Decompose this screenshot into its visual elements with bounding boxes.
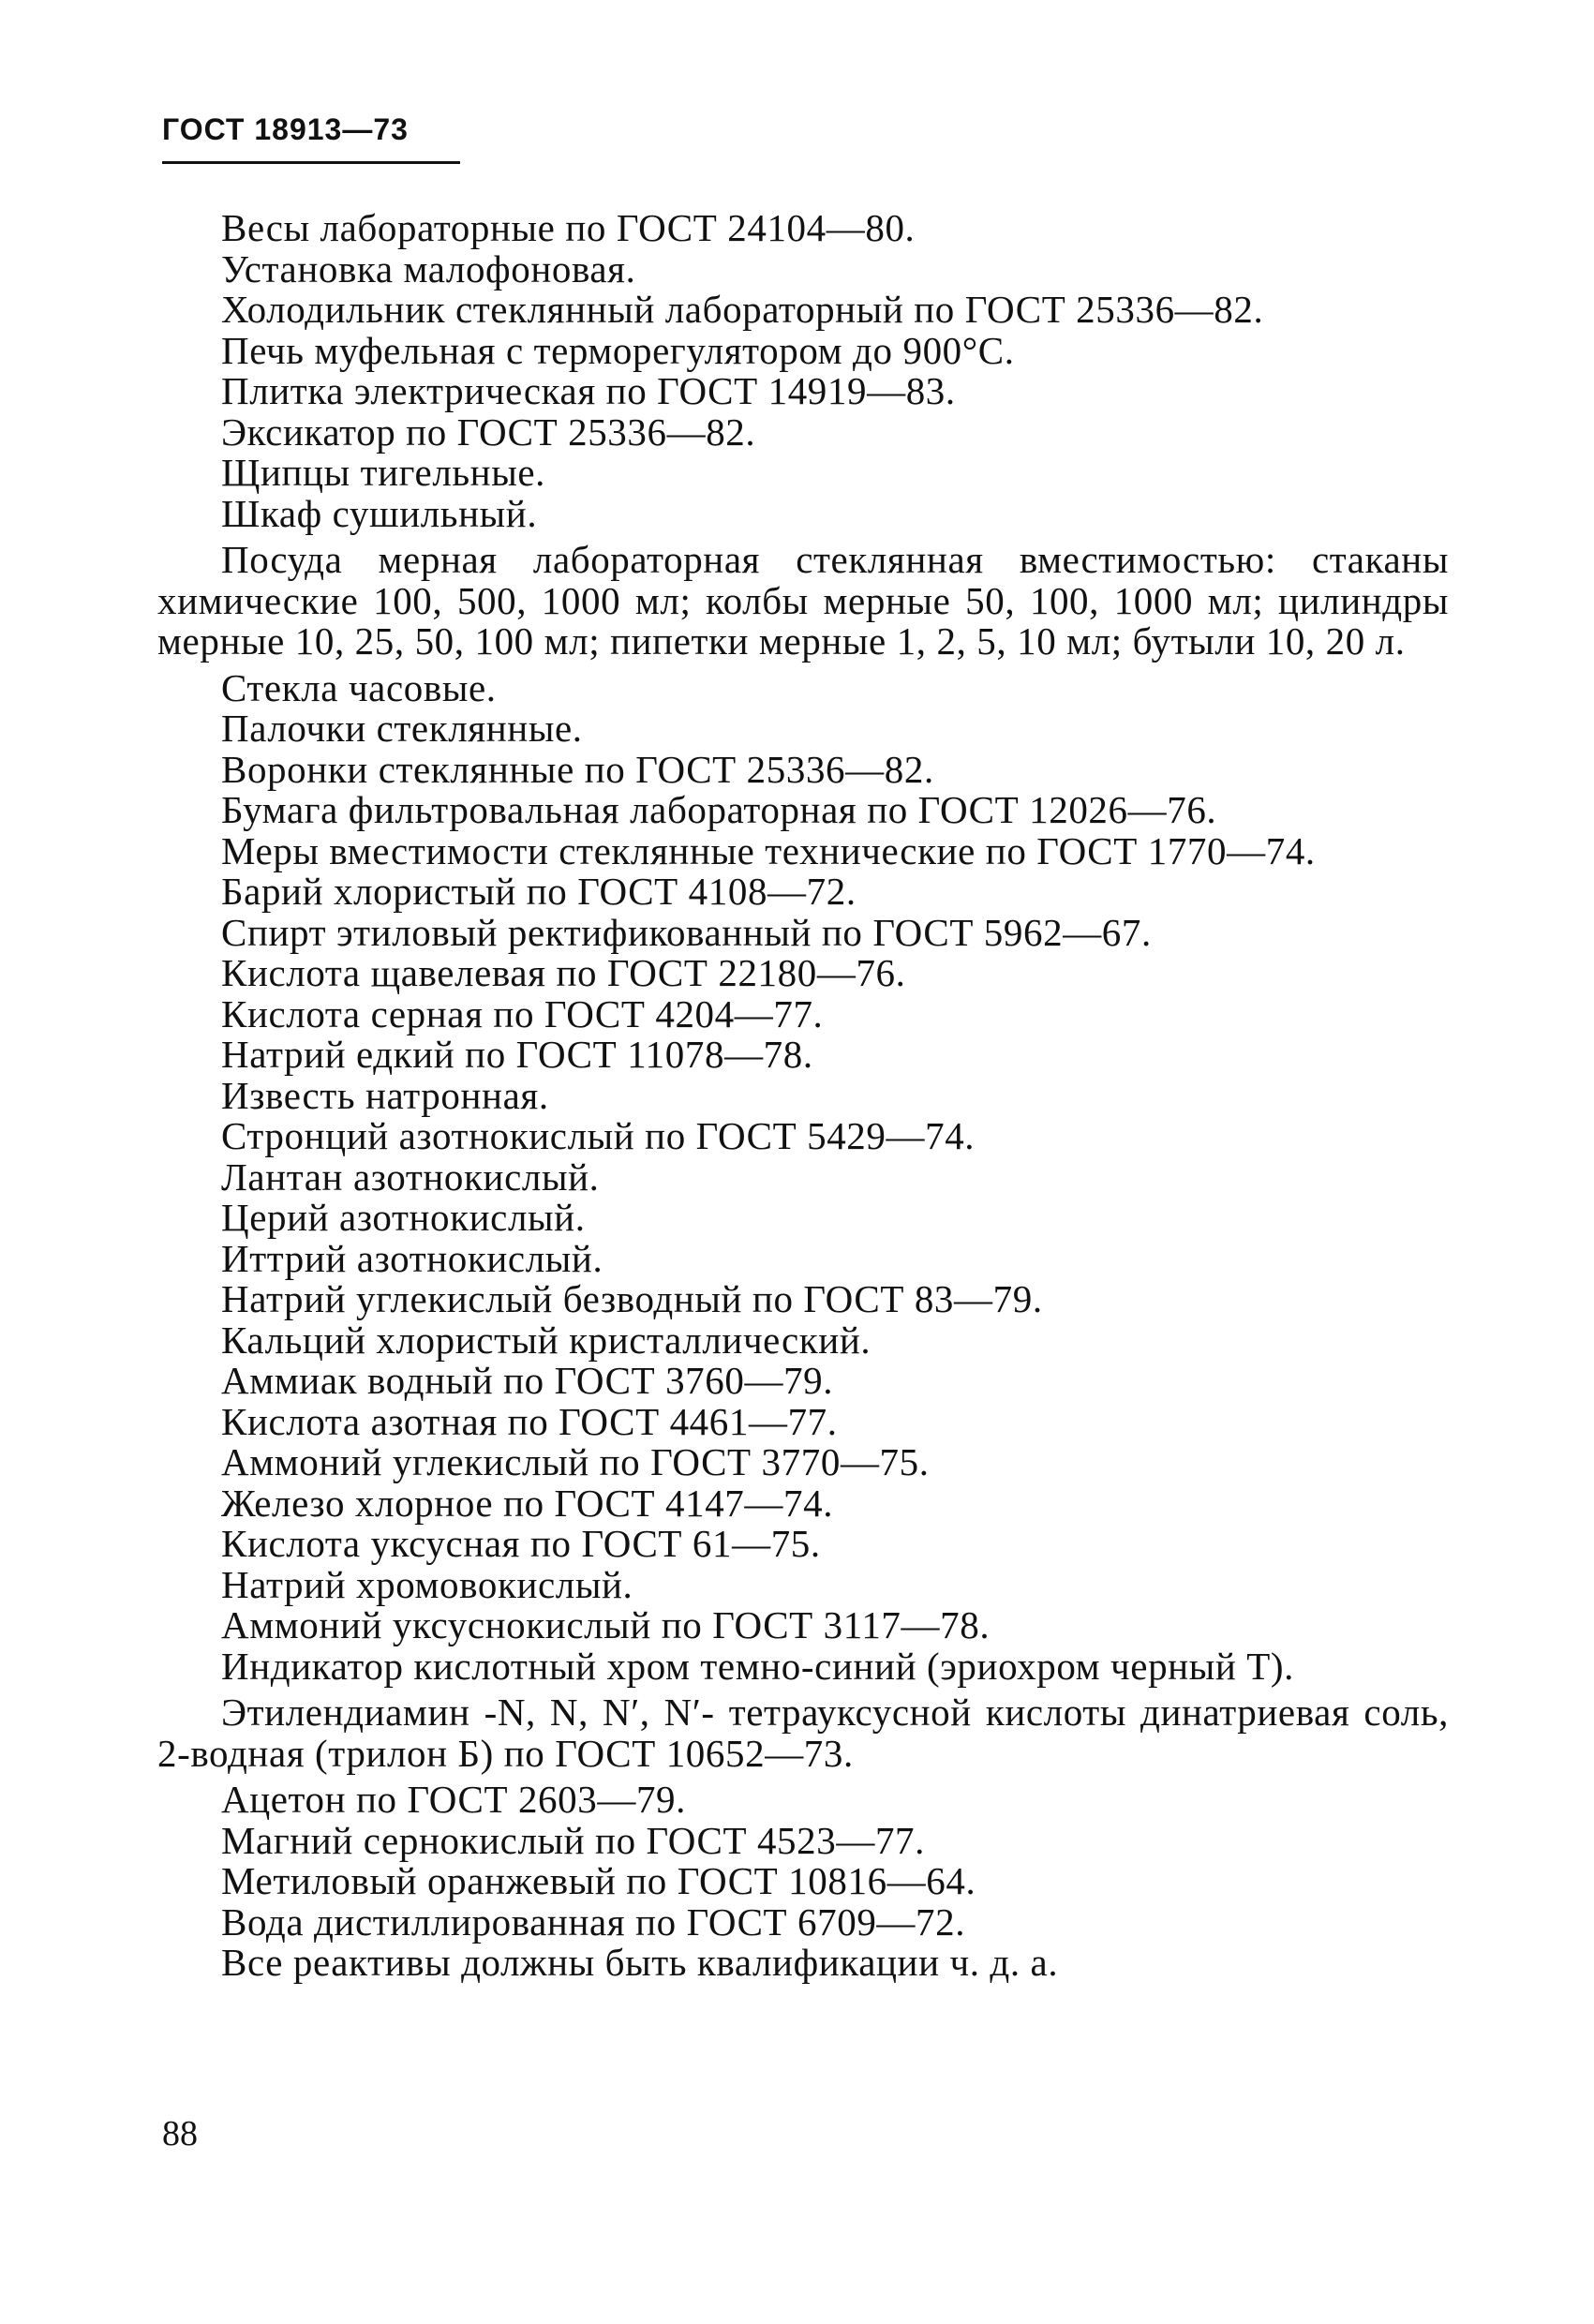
list-item: Печь муфельная с терморегулятором до 900°С. xyxy=(221,328,1015,372)
list-item: Стекла часовые. xyxy=(221,665,497,709)
list-item: Эксикатор по ГОСТ 25336—82. xyxy=(221,410,756,454)
list-item: Щипцы тигельные. xyxy=(221,451,546,494)
list-item: Вода дистиллированная по ГОСТ 6709—72. xyxy=(221,1899,966,1944)
list-item: Иттрий азотнокислый. xyxy=(221,1236,603,1280)
list-item: Весы лабораторные по ГОСТ 24104—80. xyxy=(221,206,916,249)
list-item: Ацетон по ГОСТ 2603—79. xyxy=(221,1778,686,1821)
list-item: Холодильник стеклянный лабораторный по ГОСТ 25336—82. xyxy=(221,288,1264,331)
page-number: 88 xyxy=(162,2114,198,2153)
list-item: Стронций азотнокислый по ГОСТ 5429—74. xyxy=(221,1114,976,1157)
list-item: Кислота азотная по ГОСТ 4461—77. xyxy=(221,1399,838,1443)
list-item: Установка малофоновая. xyxy=(221,246,636,290)
list-item: Барий хлористый по ГОСТ 4108—72. xyxy=(221,870,857,913)
list-item: Натрий углекислый безводный по ГОСТ 83—79. xyxy=(221,1277,1043,1320)
list-item: Индикатор кислотный хром темно-синий (эриохром черный Т). xyxy=(221,1644,1295,1688)
list-item: Железо хлорное по ГОСТ 4147—74. xyxy=(221,1481,834,1525)
list-item: Шкаф сушильный. xyxy=(221,491,538,535)
document-body xyxy=(157,208,1449,1984)
header-rule xyxy=(162,161,460,164)
list-item: Кальций хлористый кристаллический. xyxy=(221,1318,871,1362)
list-item: Бумага фильтровальная лабораторная по ГОСТ 12026—76. xyxy=(221,788,1217,831)
list-item: Кислота серная по ГОСТ 4204—77. xyxy=(221,991,824,1035)
list-item: Известь натронная. xyxy=(221,1073,549,1117)
list-item: Кислота уксусная по ГОСТ 61—75. xyxy=(221,1522,821,1565)
list-item: Все реактивы должны быть квалификации ч. д. а. xyxy=(221,1941,1059,1984)
list-item: Аммоний углекислый по ГОСТ 3770—75. xyxy=(221,1440,930,1483)
list-item: Лантан азотнокислый. xyxy=(221,1155,600,1199)
list-item: Натрий хромовокислый. xyxy=(221,1562,633,1606)
list-item: Спирт этиловый ректификованный по ГОСТ 5962—67. xyxy=(221,910,1152,954)
paragraph-trilon: Этилендиамин -N, N, N′, N′- тетрауксусной кислоты динатриевая соль, 2-водная (трилон Б) по ГОСТ 10652—73. xyxy=(157,1691,1449,1775)
list-item: Натрий едкий по ГОСТ 11078—78. xyxy=(221,1033,813,1076)
list-item: Палочки стеклянные. xyxy=(221,707,583,750)
list-item: Кислота щавелевая по ГОСТ 22180—76. xyxy=(221,951,906,994)
list-item: Магний сернокислый по ГОСТ 4523—77. xyxy=(221,1818,926,1862)
list-item: Воронки стеклянные по ГОСТ 25336—82. xyxy=(221,747,934,791)
list-item: Меры вместимости стеклянные технические по ГОСТ 1770—74. xyxy=(221,828,1316,872)
paragraph-glassware: Посуда мерная лабораторная стеклянная вместимостью: стаканы химические 100, 500, 1000 мл; колбы мерные 50, 100, 1000 мл; цилиндры мерные 10, 25, 50, 100 мл; пипетки мерные 1, 2, 5, 10 мл; бутыли 10, 20 л. xyxy=(157,538,1449,663)
list-item: Плитка электрическая по ГОСТ 14919—83. xyxy=(221,369,956,412)
list-item: Аммиак водный по ГОСТ 3760—79. xyxy=(221,1359,834,1402)
list-item: Церий азотнокислый. xyxy=(221,1196,586,1239)
document-header: ГОСТ 18913—73 xyxy=(162,112,409,146)
list-item: Метиловый оранжевый по ГОСТ 10816—64. xyxy=(221,1859,976,1902)
list-item: Аммоний уксуснокислый по ГОСТ 3117—78. xyxy=(221,1603,991,1646)
